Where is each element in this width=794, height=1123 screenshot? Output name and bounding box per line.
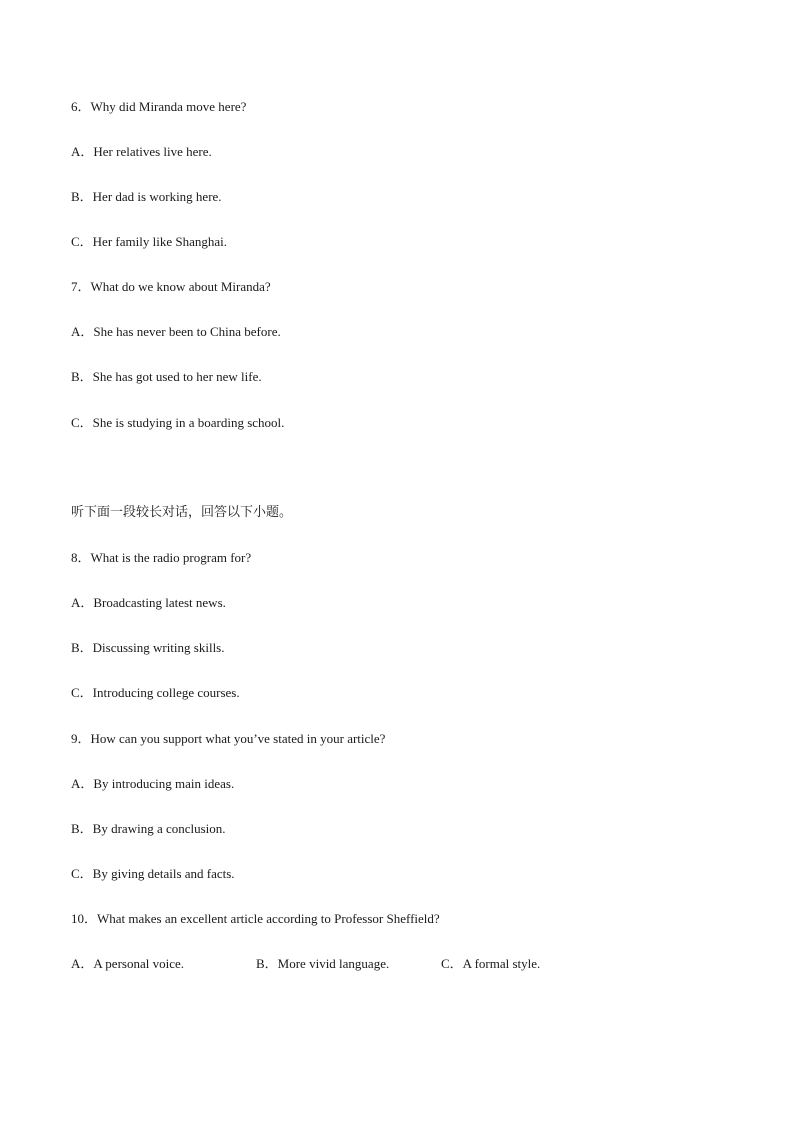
question-10-option-b: B．More vivid language. — [256, 956, 390, 971]
question-10-option-c: C．A formal style. — [441, 956, 541, 971]
question-7-stem: 7．What do we know about Miranda? — [71, 279, 271, 294]
question-9-option-c: C．By giving details and facts. — [71, 866, 235, 881]
question-8-option-b: B．Discussing writing skills. — [71, 640, 225, 655]
question-10-option-a: A．A personal voice. — [71, 956, 185, 971]
question-6-option-b: B．Her dad is working here. — [71, 189, 222, 204]
question-6-option-a: A．Her relatives live here. — [71, 144, 212, 159]
question-9-option-a: A．By introducing main ideas. — [71, 776, 235, 791]
question-9-stem: 9．How can you support what you’ve stated in your article? — [71, 731, 386, 746]
section-instruction: 听下面一段较长对话，回答以下小题。 — [71, 505, 293, 520]
question-10-stem: 10．What makes an excellent article according to Professor Sheffield? — [71, 911, 440, 926]
question-8-option-a: A．Broadcasting latest news. — [71, 595, 226, 610]
question-8-option-c: C．Introducing college courses. — [71, 685, 240, 700]
question-9-option-b: B．By drawing a conclusion. — [71, 821, 226, 836]
question-7-option-b: B．She has got used to her new life. — [71, 369, 262, 384]
question-7-option-c: C．She is studying in a boarding school. — [71, 415, 285, 430]
question-6-stem: 6．Why did Miranda move here? — [71, 99, 247, 114]
question-8-stem: 8．What is the radio program for? — [71, 550, 252, 565]
question-6-option-c: C．Her family like Shanghai. — [71, 234, 227, 249]
question-7-option-a: A．She has never been to China before. — [71, 324, 281, 339]
